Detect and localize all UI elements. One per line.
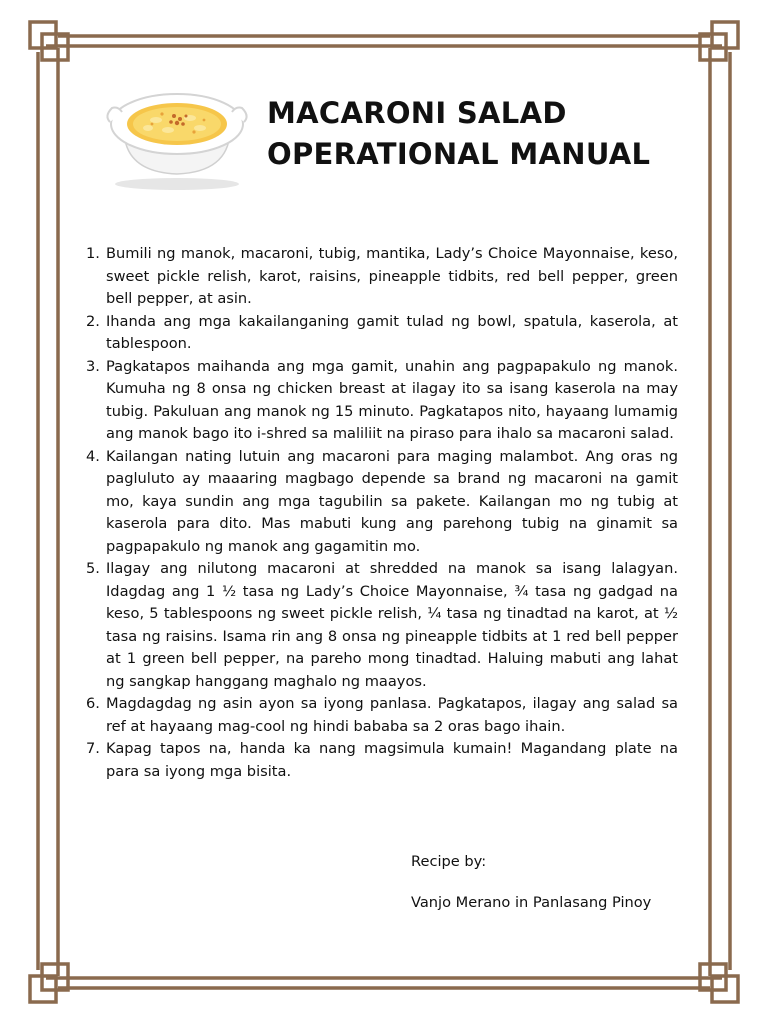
list-item [86,311,678,356]
page-title [267,93,650,175]
list-item [86,738,678,783]
step-text: Ilagay ang nilutong macaroni at shredded na manok sa isang lalagyan. Idagdag ang 1 ½ tasa ng Lady’s Choice Mayonnaise, ¾ tasa ng gadgad na keso, 5 tablespoons ng sweet pickle relish, ¼ tasa ng tinadtad na karot, at ½ tasa ng raisins. Isama rin ang 8 onsa ng pineapple tidbits at 1 red bell pepper at 1 green bell pepper, na pareho mong tinadtad. Haluing mabuti ang lahat ng sangkap hanggang maghalo ng maayos. [106,560,678,690]
step-text: Kapag tapos na, handa ka nang magsimula kumain! Magandang plate na para sa iyong mga bisita. [106,740,678,780]
credit-name: Vanjo Merano in Panlasang Pinoy [411,894,652,911]
list-item [86,558,678,693]
list-item [86,693,678,738]
step-number: 4. [86,447,100,465]
credit-label: Recipe by: [411,853,487,870]
step-text: Magdagdag ng asin ayon sa iyong panlasa. Pagkatapos, ilagay ang salad sa ref at hayaang mag-cool ng hindi bababa sa 2 oras bago ihain. [106,695,678,735]
step-number: 2. [86,312,100,330]
step-number: 7. [86,740,100,757]
step-text: Kailangan nating lutuin ang macaroni para maging malambot. Ang oras ng pagluluto ay maaaring magbago depende sa brand ng macaroni na gamit mo, kaya sundin ang mga tagubilin sa pakete. Kailangan mo ng tubig at kaserola para dito. Mas mabuti kung ang parehong tubig na ginamit sa pagpapakulo ng manok ang gagamitin mo. [106,447,678,555]
title-line-2: OPERATIONAL MANUAL [267,137,651,171]
instruction-list [86,243,678,783]
title-line-1: MACARONI SALAD [267,96,567,130]
list-item [86,243,678,311]
step-number: 1. [86,245,100,262]
step-number: 5. [86,560,100,577]
step-number: 6. [86,695,100,712]
step-text: Bumili ng manok, macaroni, tubig, mantika, Lady’s Choice Mayonnaise, keso, sweet pickle relish, karot, raisins, pineapple tidbits, red bell pepper, green bell pepper, at asin. [106,245,678,307]
step-text: Pagkatapos maihanda ang mga gamit, unahin ang pagpapakulo ng manok. Kumuha ng 8 onsa ng chicken breast at ilagay ito sa isang kaserola na may tubig. Pakuluan ang manok ng 15 minuto. Pagkatapos nito, hayaang lumamig ang manok bago ito i-shred sa maliliit na piraso para ihalo sa macaroni salad. [106,357,678,442]
macaroni-dish-illustration [104,86,250,194]
list-item [86,356,678,446]
step-text: Ihanda ang mga kakailanganing gamit tulad ng bowl, spatula, kaserola, at tablespoon. [106,312,678,352]
list-item [86,446,678,559]
step-number: 3. [86,357,100,375]
